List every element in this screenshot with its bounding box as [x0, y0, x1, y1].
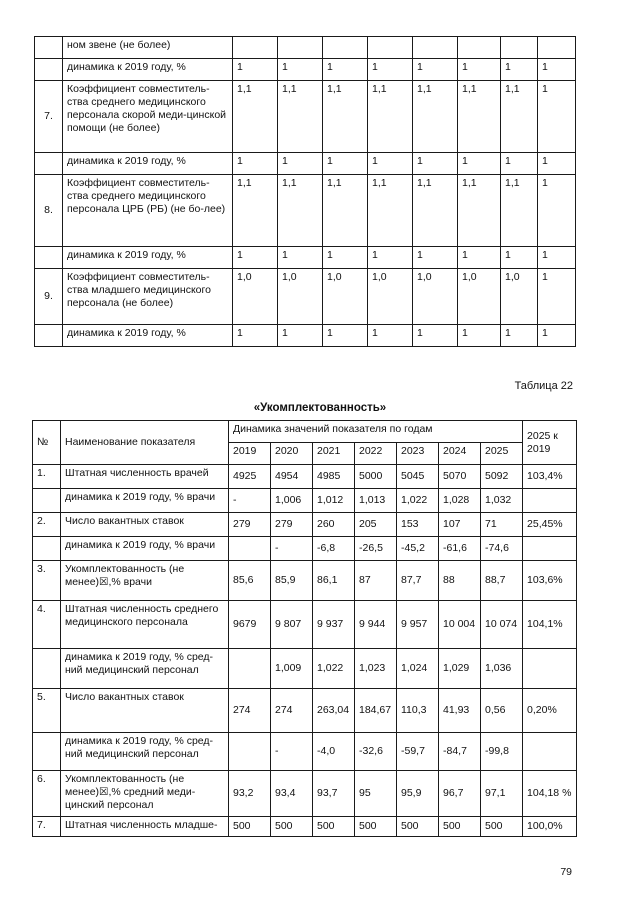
row-number: 9.: [35, 269, 63, 325]
row-number: [33, 733, 61, 771]
table-row: [35, 247, 576, 269]
cell-value: 1: [501, 59, 538, 81]
cell-value: 1: [233, 59, 278, 81]
cell-value: 1,024: [397, 649, 439, 689]
cell-value: 88: [439, 561, 481, 601]
cell-value: 4985: [313, 465, 355, 489]
table-row: [33, 733, 577, 771]
row-label: Коэффициент совместитель-ства среднего медицинского персонала скорой меди-цинской помощи (не более): [63, 81, 233, 153]
table-row: [35, 81, 576, 153]
row-label: Укомплектованность (не менее)☒,% врачи: [61, 561, 229, 601]
cell-value: 1,032: [481, 489, 523, 513]
table-row: [33, 513, 577, 537]
cell-value: 1,1: [233, 81, 278, 153]
cell-value: 5092: [481, 465, 523, 489]
year-header: 2023: [397, 443, 439, 465]
table-row: [33, 817, 577, 837]
cell-value: 96,7: [439, 771, 481, 817]
table-row: [33, 489, 577, 513]
cell-value: 1,0: [458, 269, 501, 325]
table-title: «Укомплектованность»: [253, 402, 387, 414]
cell-value: 0,56: [481, 689, 523, 733]
cell-value: 1,029: [439, 649, 481, 689]
cell-value: 95,9: [397, 771, 439, 817]
cell-value: [229, 733, 271, 771]
row-label: динамика к 2019 году, %: [63, 247, 233, 269]
cell-value: 9 957: [397, 601, 439, 649]
table-row: [35, 59, 576, 81]
row-number: 2.: [33, 513, 61, 537]
cell-value: 1,1: [278, 81, 323, 153]
cell-value: [278, 37, 323, 59]
cell-value: 1: [278, 59, 323, 81]
row-number: 8.: [35, 175, 63, 247]
table-row: [33, 465, 577, 489]
cell-value: 41,93: [439, 689, 481, 733]
cell-value: 279: [271, 513, 313, 537]
cell-value: 1: [538, 175, 576, 247]
cell-value: 10 004: [439, 601, 481, 649]
cell-value: 1: [278, 247, 323, 269]
cell-value: 9 944: [355, 601, 397, 649]
cell-value: 1: [368, 325, 413, 347]
cell-value: 1,1: [413, 81, 458, 153]
cell-value: 1: [458, 59, 501, 81]
cell-value: [233, 37, 278, 59]
cell-value: -4,0: [313, 733, 355, 771]
cell-2025-vs-2019: 100,0%: [523, 817, 577, 837]
cell-value: 1: [413, 153, 458, 175]
cell-value: 500: [439, 817, 481, 837]
cell-value: -32,6: [355, 733, 397, 771]
cell-value: 1: [368, 247, 413, 269]
cell-value: -61,6: [439, 537, 481, 561]
cell-value: 97,1: [481, 771, 523, 817]
cell-value: [538, 37, 576, 59]
cell-value: 87: [355, 561, 397, 601]
cell-value: 1,0: [278, 269, 323, 325]
table-row: [35, 269, 576, 325]
cell-value: -74,6: [481, 537, 523, 561]
staff-coefficient-table: [34, 36, 576, 347]
cell-value: 88,7: [481, 561, 523, 601]
cell-2025-vs-2019: 0,20%: [523, 689, 577, 733]
cell-value: 500: [355, 817, 397, 837]
cell-value: 4925: [229, 465, 271, 489]
cell-value: 5070: [439, 465, 481, 489]
cell-value: 274: [229, 689, 271, 733]
cell-value: -: [271, 733, 313, 771]
cell-value: 86,1: [313, 561, 355, 601]
cell-value: 93,7: [313, 771, 355, 817]
row-label: Штатная численность врачей: [61, 465, 229, 489]
cell-value: 5045: [397, 465, 439, 489]
cell-value: 1,1: [323, 175, 368, 247]
cell-value: 500: [229, 817, 271, 837]
cell-value: 1,0: [233, 269, 278, 325]
row-number: [35, 59, 63, 81]
cell-value: 153: [397, 513, 439, 537]
row-number: 1.: [33, 465, 61, 489]
cell-2025-vs-2019: 103,4%: [523, 465, 577, 489]
row-number: [33, 489, 61, 513]
cell-value: 1,0: [368, 269, 413, 325]
cell-value: 1,022: [313, 649, 355, 689]
cell-2025-vs-2019: 103,6%: [523, 561, 577, 601]
row-number: 3.: [33, 561, 61, 601]
cell-value: [229, 649, 271, 689]
cell-value: [413, 37, 458, 59]
cell-value: 1,012: [313, 489, 355, 513]
cell-value: 1: [233, 325, 278, 347]
cell-value: 205: [355, 513, 397, 537]
cell-value: 1,0: [413, 269, 458, 325]
row-number: [35, 37, 63, 59]
column-header-number: №: [33, 421, 61, 465]
cell-value: 1,1: [413, 175, 458, 247]
cell-2025-vs-2019: [523, 537, 577, 561]
table-row: [35, 37, 576, 59]
cell-value: 1: [413, 59, 458, 81]
row-number: [35, 247, 63, 269]
table-row: [35, 325, 576, 347]
table-number-label: Таблица 22: [514, 380, 573, 392]
cell-value: 1,1: [458, 81, 501, 153]
cell-value: 1: [413, 325, 458, 347]
cell-value: 1: [538, 325, 576, 347]
cell-value: 1: [458, 153, 501, 175]
row-number: 5.: [33, 689, 61, 733]
cell-value: 1: [233, 247, 278, 269]
cell-value: -99,8: [481, 733, 523, 771]
cell-value: [323, 37, 368, 59]
row-number: [33, 649, 61, 689]
cell-value: 1: [538, 269, 576, 325]
row-label: Штатная численность среднего медицинского персонала: [61, 601, 229, 649]
row-label: Коэффициент совместитель-ства младшего медицинского персонала (не более): [63, 269, 233, 325]
cell-value: 500: [397, 817, 439, 837]
table-row: [33, 537, 577, 561]
row-label: Число вакантных ставок: [61, 689, 229, 733]
cell-value: 1: [458, 247, 501, 269]
cell-value: [458, 37, 501, 59]
cell-value: 1: [538, 247, 576, 269]
cell-value: [501, 37, 538, 59]
cell-value: 10 074: [481, 601, 523, 649]
cell-value: -: [271, 537, 313, 561]
cell-value: 274: [271, 689, 313, 733]
cell-value: 4954: [271, 465, 313, 489]
cell-value: -45,2: [397, 537, 439, 561]
cell-value: 107: [439, 513, 481, 537]
cell-value: 87,7: [397, 561, 439, 601]
cell-value: 1,023: [355, 649, 397, 689]
table-row: [33, 689, 577, 733]
cell-value: 263,04: [313, 689, 355, 733]
cell-value: 1: [501, 325, 538, 347]
cell-value: 1,1: [458, 175, 501, 247]
cell-value: 1,028: [439, 489, 481, 513]
row-number: [33, 537, 61, 561]
cell-value: 1,1: [368, 175, 413, 247]
cell-value: -26,5: [355, 537, 397, 561]
cell-2025-vs-2019: 104,1%: [523, 601, 577, 649]
row-label: ном звене (не более): [63, 37, 233, 59]
year-header: 2019: [229, 443, 271, 465]
cell-value: 95: [355, 771, 397, 817]
cell-value: 1: [323, 247, 368, 269]
cell-value: -59,7: [397, 733, 439, 771]
cell-2025-vs-2019: [523, 649, 577, 689]
cell-value: 1: [278, 153, 323, 175]
cell-value: 1: [323, 153, 368, 175]
cell-value: 1,1: [368, 81, 413, 153]
cell-value: 71: [481, 513, 523, 537]
cell-value: 1: [323, 325, 368, 347]
cell-2025-vs-2019: 104,18 %: [523, 771, 577, 817]
table-row: [33, 601, 577, 649]
year-header: 2025: [481, 443, 523, 465]
row-number: 4.: [33, 601, 61, 649]
cell-value: 1,1: [233, 175, 278, 247]
cell-value: 1,0: [501, 269, 538, 325]
cell-value: 260: [313, 513, 355, 537]
cell-value: 1,1: [323, 81, 368, 153]
cell-value: 9 807: [271, 601, 313, 649]
cell-value: 5000: [355, 465, 397, 489]
year-header: 2020: [271, 443, 313, 465]
column-header-name: Наименование показателя: [61, 421, 229, 465]
cell-value: 1,009: [271, 649, 313, 689]
row-label: Штатная численность младше-: [61, 817, 229, 837]
row-label: динамика к 2019 году, %: [63, 325, 233, 347]
row-label: динамика к 2019 году, % врачи: [61, 537, 229, 561]
cell-value: -: [229, 489, 271, 513]
year-header: 2024: [439, 443, 481, 465]
column-header-dynamics: Динамика значений показателя по годам: [229, 421, 523, 443]
cell-value: 279: [229, 513, 271, 537]
column-header-2025-vs-2019: 2025 к 2019: [523, 421, 577, 465]
cell-value: 500: [481, 817, 523, 837]
cell-value: 500: [313, 817, 355, 837]
cell-value: 1,013: [355, 489, 397, 513]
cell-value: [368, 37, 413, 59]
cell-value: 1,0: [323, 269, 368, 325]
row-label: динамика к 2019 году, %: [63, 59, 233, 81]
cell-value: -84,7: [439, 733, 481, 771]
cell-value: 1: [368, 153, 413, 175]
table-row: [33, 649, 577, 689]
cell-value: -6,8: [313, 537, 355, 561]
cell-value: 9 937: [313, 601, 355, 649]
row-number: 7.: [35, 81, 63, 153]
cell-value: 1: [368, 59, 413, 81]
year-header: 2022: [355, 443, 397, 465]
cell-2025-vs-2019: [523, 489, 577, 513]
cell-value: 1,036: [481, 649, 523, 689]
page-number: 79: [560, 866, 572, 878]
cell-value: 1,006: [271, 489, 313, 513]
cell-2025-vs-2019: 25,45%: [523, 513, 577, 537]
table-row: [33, 561, 577, 601]
row-label: динамика к 2019 году, % сред-ний медицинский персонал: [61, 649, 229, 689]
cell-value: 85,9: [271, 561, 313, 601]
cell-value: 1: [278, 325, 323, 347]
table-row: [35, 153, 576, 175]
cell-value: 1: [458, 325, 501, 347]
row-label: динамика к 2019 году, %: [63, 153, 233, 175]
cell-2025-vs-2019: [523, 733, 577, 771]
cell-value: 1: [501, 153, 538, 175]
cell-value: 1,1: [501, 81, 538, 153]
table-row: [33, 771, 577, 817]
cell-value: 500: [271, 817, 313, 837]
cell-value: 1: [323, 59, 368, 81]
cell-value: 184,67: [355, 689, 397, 733]
cell-value: [229, 537, 271, 561]
cell-value: 110,3: [397, 689, 439, 733]
cell-value: 1: [233, 153, 278, 175]
row-number: 6.: [33, 771, 61, 817]
row-label: Число вакантных ставок: [61, 513, 229, 537]
cell-value: 1: [538, 59, 576, 81]
cell-value: 1: [501, 247, 538, 269]
cell-value: 1: [538, 81, 576, 153]
year-header: 2021: [313, 443, 355, 465]
cell-value: 1,022: [397, 489, 439, 513]
table-row: [35, 175, 576, 247]
cell-value: 1: [538, 153, 576, 175]
row-label: Укомплектованность (не менее)☒,% средний меди-цинский персонал: [61, 771, 229, 817]
cell-value: 85,6: [229, 561, 271, 601]
cell-value: 9679: [229, 601, 271, 649]
staffing-level-table: [32, 420, 577, 837]
row-number: [35, 325, 63, 347]
cell-value: 1,1: [278, 175, 323, 247]
cell-value: 93,4: [271, 771, 313, 817]
row-number: [35, 153, 63, 175]
cell-value: 93,2: [229, 771, 271, 817]
row-label: Коэффициент совместитель-ства среднего медицинского персонала ЦРБ (РБ) (не бо-лее): [63, 175, 233, 247]
cell-value: 1: [413, 247, 458, 269]
row-label: динамика к 2019 году, % сред-ний медицинский персонал: [61, 733, 229, 771]
row-label: динамика к 2019 году, % врачи: [61, 489, 229, 513]
row-number: 7.: [33, 817, 61, 837]
cell-value: 1,1: [501, 175, 538, 247]
